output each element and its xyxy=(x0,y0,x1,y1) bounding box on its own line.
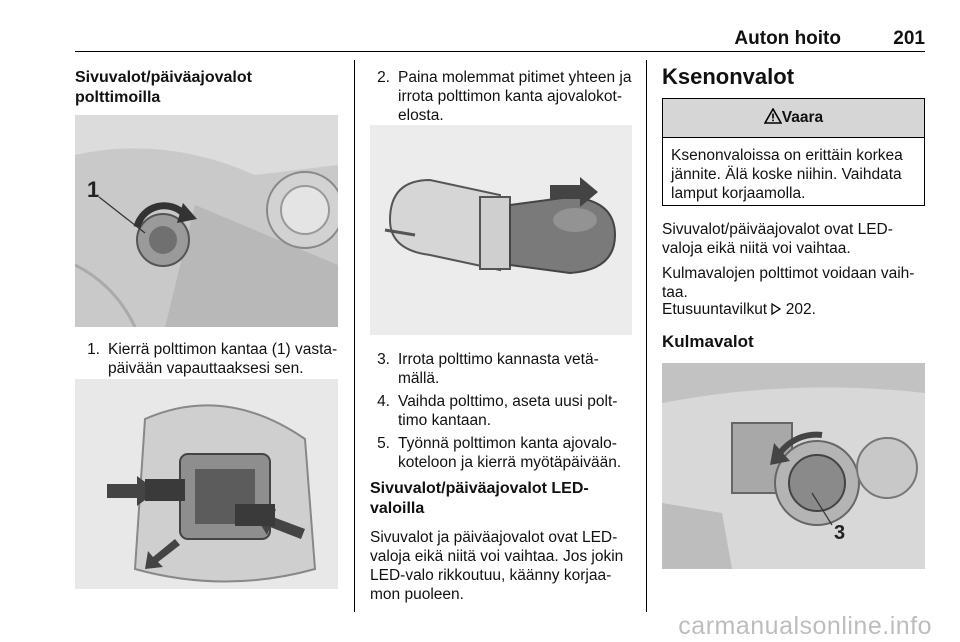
corner-light-heading: Kulmavalot xyxy=(662,332,754,351)
figure-corner-light xyxy=(662,363,925,569)
warning-title: Vaara xyxy=(781,109,824,126)
figure-callout-label: 1 xyxy=(87,177,100,202)
header-rule xyxy=(75,51,925,52)
warning-text: Ksenonvaloissa on erittäin korkea jännite. Älä koske niihin. Vaihdata lamput korjaamolla. xyxy=(671,147,903,202)
warning-header xyxy=(663,99,924,138)
column-divider xyxy=(354,60,355,612)
figure-holder-clips xyxy=(75,379,338,589)
figure-callout-label: 3 xyxy=(834,522,846,544)
column-divider xyxy=(646,60,647,612)
xenon-paragraph-1: Sivuvalot/päiväajovalot ovat LED- valoja eikä niitä voi vaihtaa. xyxy=(662,221,893,257)
led-paragraph: Sivuvalot ja päiväajovalot ovat LED- valoja eikä niitä voi vaihtaa. Jos jokin LED-valo rikkoutuu, käänny korjaa- mon puoleen. xyxy=(370,529,624,603)
xenon-heading: Ksenonvalot xyxy=(662,64,795,89)
warning-triangle-icon xyxy=(764,108,782,124)
page-number: 201 xyxy=(893,28,925,49)
warning-box xyxy=(662,98,925,206)
watermark: carmanualsonline.info xyxy=(678,612,932,640)
page-reference-link[interactable]: 202. xyxy=(785,301,816,318)
bulb-section-heading: Sivuvalot/päiväajovalot polttimoilla xyxy=(75,69,252,106)
page-header xyxy=(75,28,925,52)
figure-bulb-removal xyxy=(370,125,632,335)
figure-bulb-holder-rotate xyxy=(75,115,338,327)
led-section-heading: Sivuvalot/päiväajovalot LED- valoilla xyxy=(370,480,589,517)
section-title: Auton hoito xyxy=(734,28,841,49)
page-reference-icon xyxy=(771,303,781,315)
xenon-paragraph-2: Kulmavalojen polttimot voidaan vaih- taa. xyxy=(662,265,915,301)
xenon-paragraph-3: Etusuuntavilkut 202. xyxy=(662,301,816,318)
